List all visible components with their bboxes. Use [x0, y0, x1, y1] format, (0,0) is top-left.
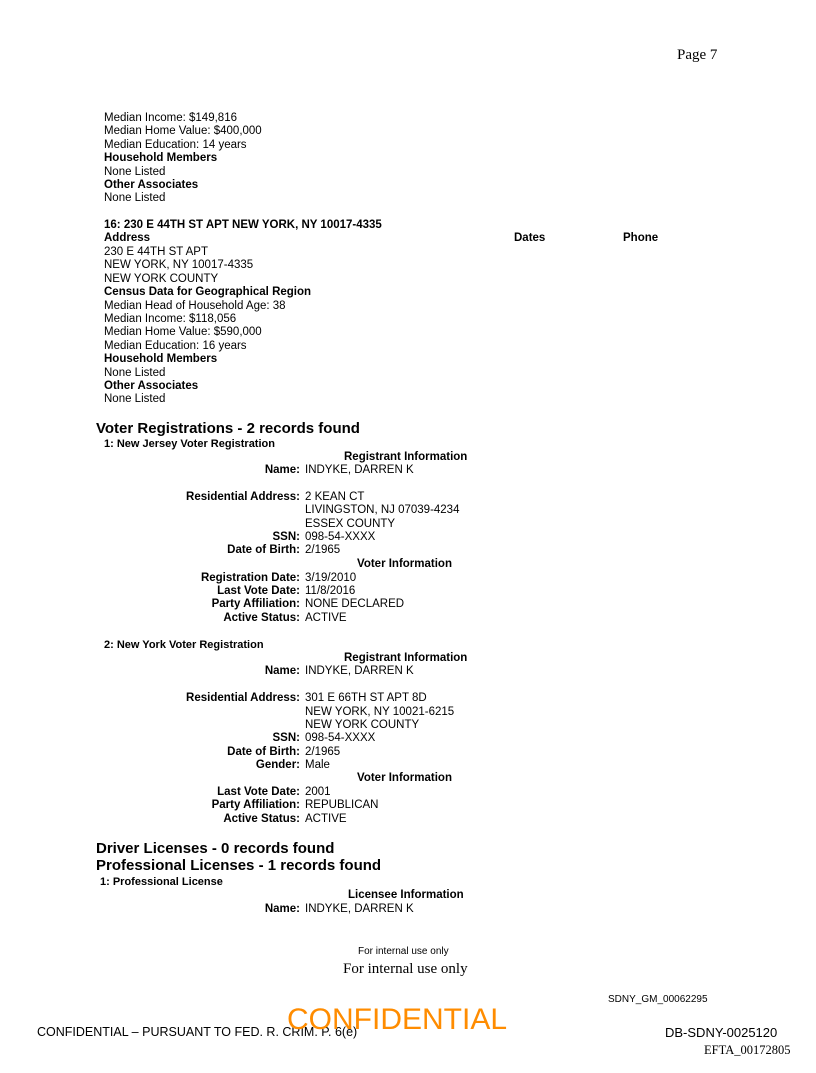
- efta-number: EFTA_00172805: [704, 1043, 791, 1057]
- address-16-title: 16: 230 E 44TH ST APT NEW YORK, NY 10017-4335: [104, 219, 382, 231]
- confidential-footer-line: CONFIDENTIAL – PURSUANT TO FED. R. CRIM. P. 6(e): [37, 1025, 358, 1039]
- gender-label: Gender:: [255, 759, 300, 771]
- name-label: Name:: [264, 903, 300, 915]
- licensee-info-header: Licensee Information: [348, 889, 464, 901]
- page-number: Page 7: [677, 47, 718, 63]
- name-value: INDYKE, DARREN K: [305, 903, 414, 915]
- top-line: Median Home Value: $400,000: [104, 125, 262, 138]
- top-block: [104, 112, 262, 206]
- residential-address-line: 301 E 66TH ST APT 8D: [305, 692, 427, 704]
- ssn-value: 098-54-XXXX: [305, 531, 376, 543]
- address-line: Other Associates: [104, 380, 199, 393]
- top-line: Median Income: $149,816: [104, 112, 237, 124]
- residential-address-line: ESSEX COUNTY: [305, 518, 396, 530]
- confidential-stamp: CONFIDENTIAL: [287, 1003, 508, 1036]
- active-status-value: ACTIVE: [305, 813, 347, 825]
- registration-date-label: Registration Date:: [200, 572, 300, 584]
- residential-address-label: Residential Address:: [186, 692, 300, 704]
- address-line: NEW YORK, NY 10017-4335: [104, 259, 254, 272]
- top-line: Median Education: 14 years: [104, 138, 247, 151]
- dob-value: 2/1965: [305, 746, 341, 758]
- last-vote-label: Last Vote Date:: [217, 585, 300, 597]
- db-sdny-number: DB-SDNY-0025120: [665, 1025, 778, 1040]
- internal-use-small: For internal use only: [358, 946, 449, 957]
- top-line: None Listed: [104, 192, 166, 205]
- top-line: Household Members: [104, 152, 218, 165]
- professional-license-title: 1: Professional License: [100, 876, 223, 888]
- address-16-body: [104, 246, 311, 407]
- ssn-label: SSN:: [272, 732, 300, 744]
- col-dates-header: Dates: [514, 232, 546, 244]
- top-line: None Listed: [104, 165, 166, 178]
- party-value: REPUBLICAN: [305, 799, 379, 811]
- party-value: NONE DECLARED: [305, 598, 405, 610]
- address-line: 230 E 44TH ST APT: [104, 246, 208, 258]
- residential-address-line: NEW YORK COUNTY: [305, 719, 420, 731]
- active-status-value: ACTIVE: [305, 612, 347, 624]
- voter-heading: Voter Registrations - 2 records found: [96, 420, 360, 437]
- party-label: Party Affiliation:: [211, 598, 300, 610]
- address-line: Median Home Value: $590,000: [104, 326, 262, 339]
- address-line: None Listed: [104, 393, 166, 406]
- registrant-info-header: Registrant Information: [344, 652, 468, 664]
- last-vote-value: 2001: [305, 786, 331, 798]
- address-line: Household Members: [104, 353, 218, 366]
- residential-address-line: NEW YORK, NY 10021-6215: [305, 706, 455, 718]
- address-line: NEW YORK COUNTY: [104, 272, 219, 285]
- active-status-label: Active Status:: [223, 612, 300, 624]
- gender-value: Male: [305, 759, 330, 771]
- address-line: Median Education: 16 years: [104, 339, 247, 352]
- address-line: Census Data for Geographical Region: [104, 286, 312, 299]
- ssn-value: 098-54-XXXX: [305, 732, 376, 744]
- voter-info-header: Voter Information: [357, 772, 452, 784]
- top-line: Other Associates: [104, 179, 199, 192]
- internal-use-large: For internal use only: [343, 961, 468, 977]
- voter-info-header: Voter Information: [357, 558, 452, 570]
- col-address-header: Address: [104, 232, 151, 244]
- residential-address-line: LIVINGSTON, NJ 07039-4234: [305, 504, 460, 516]
- voter-record-1-title: 1: New Jersey Voter Registration: [104, 438, 275, 450]
- name-value: INDYKE, DARREN K: [305, 665, 414, 677]
- col-phone-header: Phone: [623, 232, 659, 244]
- residential-address-line: 2 KEAN CT: [305, 491, 365, 503]
- address-line: Median Income: $118,056: [104, 313, 237, 326]
- driver-licenses-heading: Driver Licenses - 0 records found: [96, 840, 335, 857]
- last-vote-value: 11/8/2016: [305, 585, 356, 597]
- address-line: Median Head of Household Age: 38: [104, 299, 286, 312]
- active-status-label: Active Status:: [223, 813, 300, 825]
- dob-label: Date of Birth:: [227, 746, 300, 758]
- party-label: Party Affiliation:: [211, 799, 300, 811]
- name-label: Name:: [264, 665, 300, 677]
- name-label: Name:: [264, 464, 300, 476]
- name-value: INDYKE, DARREN K: [305, 464, 414, 476]
- registration-date-value: 3/19/2010: [305, 572, 357, 584]
- voter-record-2-title: 2: New York Voter Registration: [104, 639, 264, 651]
- residential-address-label: Residential Address:: [186, 491, 300, 503]
- bates-sdny-gm: SDNY_GM_00062295: [608, 994, 708, 1005]
- registrant-info-header: Registrant Information: [344, 451, 468, 463]
- ssn-label: SSN:: [272, 531, 300, 543]
- dob-value: 2/1965: [305, 544, 341, 556]
- dob-label: Date of Birth:: [227, 544, 300, 556]
- address-line: None Listed: [104, 366, 166, 379]
- professional-licenses-heading: Professional Licenses - 1 records found: [96, 857, 382, 874]
- last-vote-label: Last Vote Date:: [217, 786, 300, 798]
